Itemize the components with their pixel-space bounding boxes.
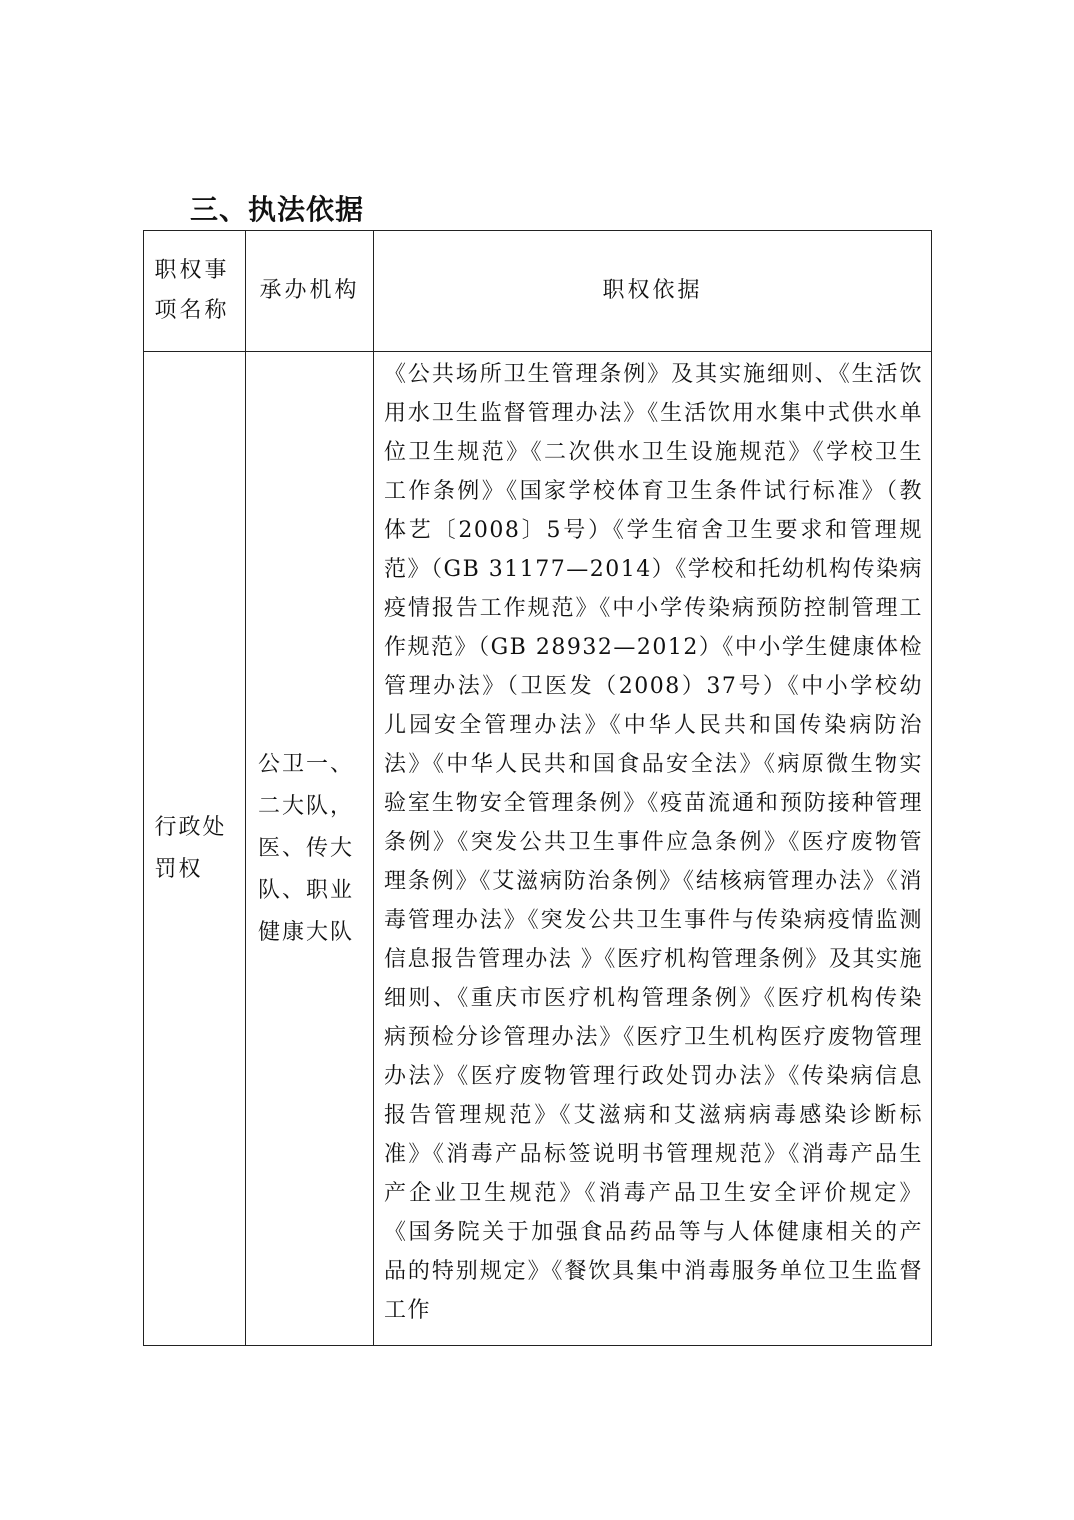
cell-basis — [374, 352, 932, 1346]
enforcement-basis-table — [143, 230, 932, 1346]
table-row — [144, 352, 932, 1346]
header-agency-label: 承办机构 — [259, 278, 360, 303]
section-title: 三、执法依据 — [190, 193, 365, 226]
header-agency — [246, 231, 374, 352]
agency-text: 公卫一、二大队，医、传大队、职业健康大队 — [258, 751, 355, 945]
header-basis — [374, 231, 932, 352]
basis-text: 《公共场所卫生管理条例》及其实施细则、《生活饮用水卫生监督管理办法》《生活饮用水集中式供水单位卫生规范》《二次供水卫生设施规范》《学校卫生工作条例》《国家学校体育卫生条件试行标准》（教体艺〔2008〕5号）《学生宿舍卫生要求和管理规范》（GB 31177—2014）《学校和托幼机构传染病疫情报告工作规范》《中小学传染病预防控制管理工作规范》（GB 28932—2012）《中小学生健康体检管理办法》（卫医发（2008）37号）《中小学校幼儿园安全管理办法》《中华人民共和国传染病防治法》《中华人民共和国食品安全法》《病原微生物实验室生物安全管理条例》《疫苗流通和预防接种管理条例》《突发公共卫生事件应急条例》《医疗废物管理条例》《艾滋病防治条例》《结核病管理办法》《消毒管理办法》《突发公共卫生事件与传染病疫情监测信息报告管理办法 》《医疗机构管理条例》及其实施细则、《重庆市医疗机构管理条例》《医疗机构传染病预检分诊管理办法》《医疗卫生机构医疗废物管理办法》《医疗废物管理行政处罚办法》《传染病信息报告管理规范》《艾滋病和艾滋病病毒感染诊断标准》《消毒产品标签说明书管理规范》《消毒产品生产企业卫生规范》《消毒产品卫生安全评价规定》《国务院关于加强食品药品等与人体健康相关的产品的特别规定》《餐饮具集中消毒服务单位卫生监督工作 — [384, 362, 923, 1323]
cell-agency — [246, 352, 374, 1346]
cell-item-name — [144, 352, 246, 1346]
item-name-text: 行政处罚权 — [154, 814, 227, 882]
header-item-name-label: 职权事项名称 — [154, 258, 230, 323]
header-basis-label: 职权依据 — [602, 278, 703, 303]
table-header-row — [144, 231, 932, 352]
header-item-name — [144, 231, 246, 352]
